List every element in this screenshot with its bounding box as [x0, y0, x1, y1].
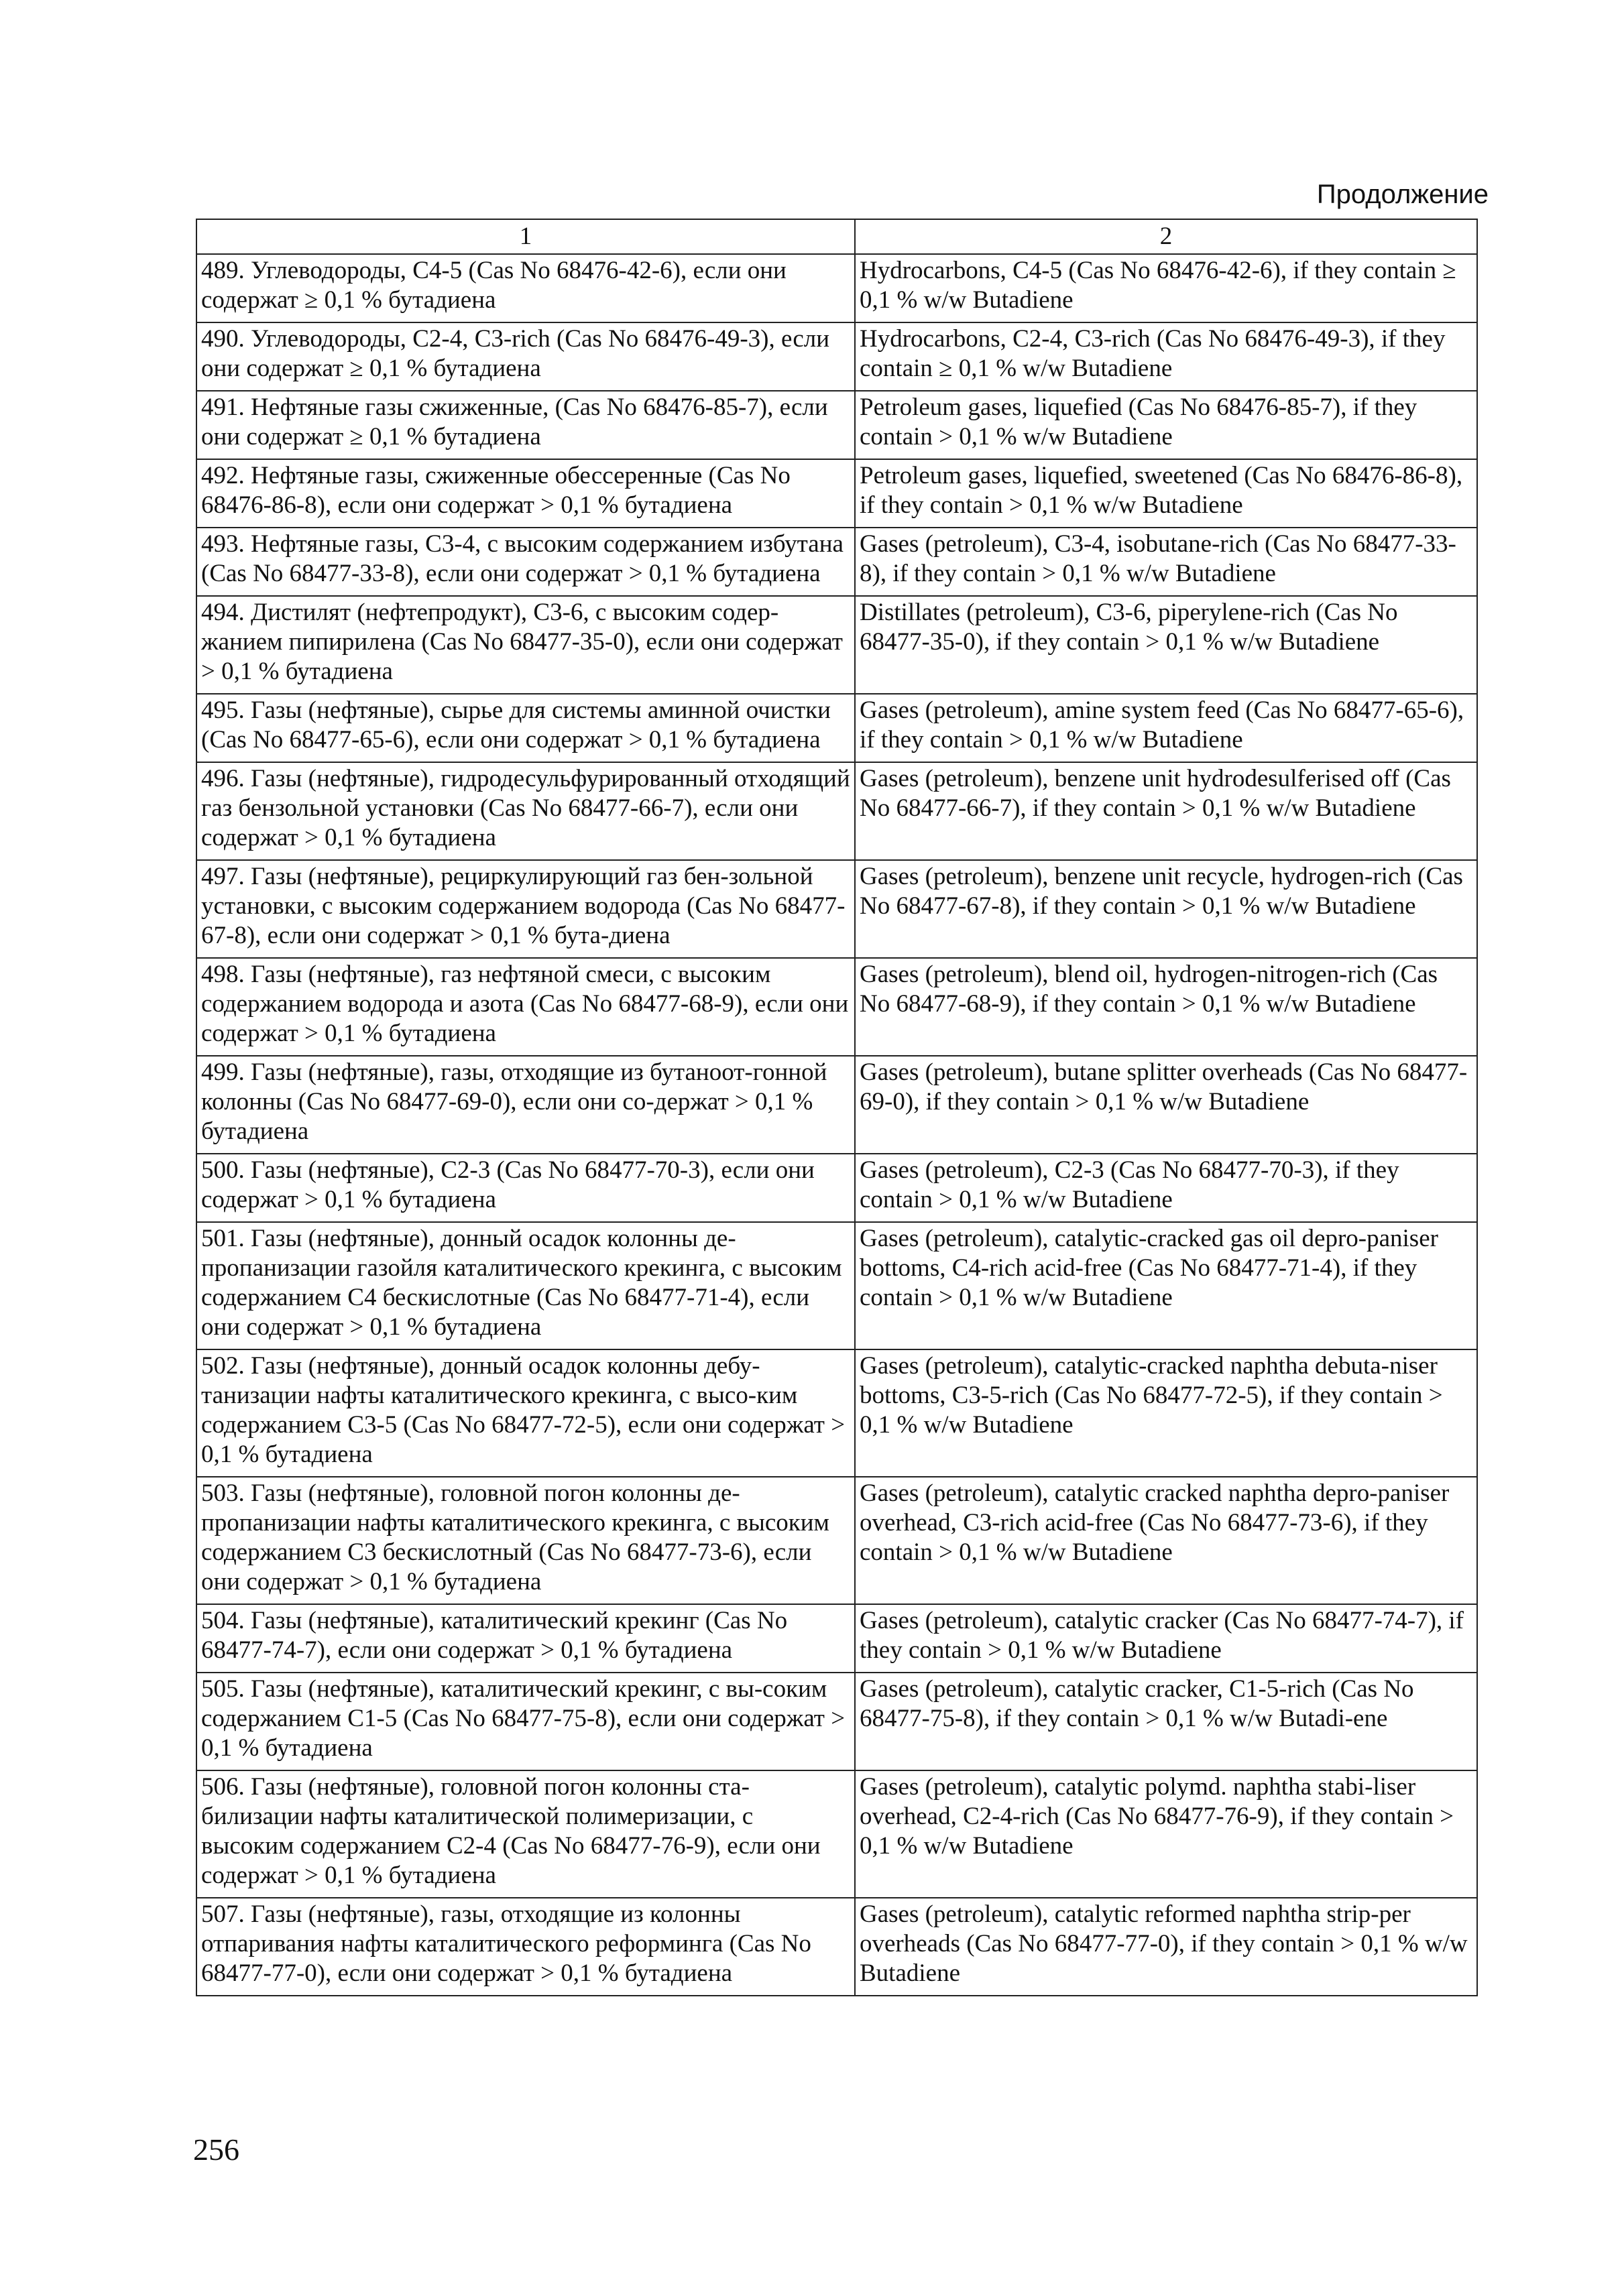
- cell-english: Gases (petroleum), benzene unit hydrodesulferised off (Cas No 68477-66-7), if they contain > 0,1 % w/w Butadiene: [855, 762, 1477, 860]
- cell-russian: 495. Газы (нефтяные), сырье для системы аминной очистки (Cas No 68477-65-6), если они содержат > 0,1 % бутадиена: [196, 694, 855, 762]
- cell-russian: 506. Газы (нефтяные), головной погон колонны ста-билизации нафты каталитической полимеризации, с высоким содержанием C2-4 (Cas No 68477-76-9), если они содержат > 0,1 % бутадиена: [196, 1770, 855, 1898]
- cell-english: Gases (petroleum), catalytic reformed naphtha strip-per overheads (Cas No 68477-77-0), if they contain > 0,1 % w/w Butadiene: [855, 1898, 1477, 1996]
- column-header-2: 2: [855, 219, 1477, 254]
- cell-english: Hydrocarbons, C4-5 (Cas No 68476-42-6), if they contain ≥ 0,1 % w/w Butadiene: [855, 254, 1477, 322]
- table-row: [196, 459, 1477, 528]
- table-row: [196, 958, 1477, 1056]
- cell-english: Gases (petroleum), catalytic cracked naphtha depro-paniser overhead, C3-rich acid-free (Cas No 68477-73-6), if they contain > 0,1 % w/w Butadiene: [855, 1477, 1477, 1604]
- table-row: [196, 1349, 1477, 1477]
- cell-russian: 501. Газы (нефтяные), донный осадок колонны де-пропанизации газойля каталитического крекинга, с высоким содержанием C4 бескислотные (Cas No 68477-71-4), если они содержат > 0,1 % бутадиена: [196, 1222, 855, 1349]
- table-row: [196, 1477, 1477, 1604]
- cell-russian: 505. Газы (нефтяные), каталитический крекинг, с вы-соким содержанием C1-5 (Cas No 68477-75-8), если они содержат > 0,1 % бутадиена: [196, 1673, 855, 1770]
- cell-english: Gases (petroleum), C3-4, isobutane-rich (Cas No 68477-33-8), if they contain > 0,1 % w/w Butadiene: [855, 528, 1477, 596]
- page-number: 256: [193, 2132, 239, 2167]
- table-row: [196, 860, 1477, 958]
- cell-russian: 507. Газы (нефтяные), газы, отходящие из колонны отпаривания нафты каталитического реформинга (Cas No 68477-77-0), если они содержат > 0,1 % бутадиена: [196, 1898, 855, 1996]
- cell-english: Gases (petroleum), butane splitter overheads (Cas No 68477-69-0), if they contain > 0,1 % w/w Butadiene: [855, 1056, 1477, 1154]
- cell-russian: 490. Углеводороды, C2-4, C3-rich (Cas No 68476-49-3), если они содержат ≥ 0,1 % бутадиена: [196, 322, 855, 391]
- table-row: [196, 1770, 1477, 1898]
- table-header-row: [196, 219, 1477, 254]
- cell-russian: 491. Нефтяные газы сжиженные, (Cas No 68476-85-7), если они содержат ≥ 0,1 % бутадиена: [196, 391, 855, 459]
- cell-russian: 503. Газы (нефтяные), головной погон колонны де-пропанизации нафты каталитического крекинга, с высоким содержанием C3 бескислотный (Cas No 68477-73-6), если они содержат > 0,1 % бутадиена: [196, 1477, 855, 1604]
- table-row: [196, 762, 1477, 860]
- table-row: [196, 254, 1477, 322]
- cell-english: Gases (petroleum), C2-3 (Cas No 68477-70-3), if they contain > 0,1 % w/w Butadiene: [855, 1154, 1477, 1222]
- table-row: [196, 1898, 1477, 1996]
- cell-english: Gases (petroleum), catalytic-cracked gas oil depro-paniser bottoms, C4-rich acid-free (Cas No 68477-71-4), if they contain > 0,1 % w/w Butadiene: [855, 1222, 1477, 1349]
- continuation-label: Продолжение: [1316, 180, 1489, 209]
- cell-english: Gases (petroleum), catalytic cracker (Cas No 68477-74-7), if they contain > 0,1 % w/w Butadiene: [855, 1604, 1477, 1673]
- cell-english: Gases (petroleum), catalytic-cracked naphtha debuta-niser bottoms, C3-5-rich (Cas No 68477-72-5), if they contain > 0,1 % w/w Butadiene: [855, 1349, 1477, 1477]
- cell-english: Petroleum gases, liquefied, sweetened (Cas No 68476-86-8), if they contain > 0,1 % w/w Butadiene: [855, 459, 1477, 528]
- column-header-1: 1: [196, 219, 855, 254]
- table-row: [196, 528, 1477, 596]
- table-row: [196, 596, 1477, 694]
- cell-russian: 497. Газы (нефтяные), рециркулирующий газ бен-зольной установки, с высоким содержанием водорода (Cas No 68477-67-8), если они содержат > 0,1 % бута-диена: [196, 860, 855, 958]
- cell-russian: 504. Газы (нефтяные), каталитический крекинг (Cas No 68477-74-7), если они содержат > 0,1 % бутадиена: [196, 1604, 855, 1673]
- cell-english: Hydrocarbons, C2-4, C3-rich (Cas No 68476-49-3), if they contain ≥ 0,1 % w/w Butadiene: [855, 322, 1477, 391]
- table-row: [196, 694, 1477, 762]
- cell-russian: 500. Газы (нефтяные), C2-3 (Cas No 68477-70-3), если они содержат > 0,1 % бутадиена: [196, 1154, 855, 1222]
- cell-russian: 489. Углеводороды, C4-5 (Cas No 68476-42-6), если они содержат ≥ 0,1 % бутадиена: [196, 254, 855, 322]
- cell-russian: 493. Нефтяные газы, C3-4, с высоким содержанием избутана (Cas No 68477-33-8), если они содержат > 0,1 % бутадиена: [196, 528, 855, 596]
- cell-russian: 498. Газы (нефтяные), газ нефтяной смеси, с высоким содержанием водорода и азота (Cas No 68477-68-9), если они содержат > 0,1 % бутадиена: [196, 958, 855, 1056]
- cell-english: Distillates (petroleum), C3-6, piperylene-rich (Cas No 68477-35-0), if they contain > 0,1 % w/w Butadiene: [855, 596, 1477, 694]
- cell-english: Gases (petroleum), amine system feed (Cas No 68477-65-6), if they contain > 0,1 % w/w Butadiene: [855, 694, 1477, 762]
- cell-russian: 499. Газы (нефтяные), газы, отходящие из бутаноот-гонной колонны (Cas No 68477-69-0), если они со-держат > 0,1 % бутадиена: [196, 1056, 855, 1154]
- table-row: [196, 1222, 1477, 1349]
- table-row: [196, 391, 1477, 459]
- cell-english: Petroleum gases, liquefied (Cas No 68476-85-7), if they contain > 0,1 % w/w Butadiene: [855, 391, 1477, 459]
- table-row: [196, 322, 1477, 391]
- cell-english: Gases (petroleum), catalytic cracker, C1-5-rich (Cas No 68477-75-8), if they contain > 0,1 % w/w Butadi-ene: [855, 1673, 1477, 1770]
- cell-english: Gases (petroleum), blend oil, hydrogen-nitrogen-rich (Cas No 68477-68-9), if they contain > 0,1 % w/w Butadiene: [855, 958, 1477, 1056]
- table-row: [196, 1154, 1477, 1222]
- substance-table: [196, 219, 1478, 1996]
- table-row: [196, 1056, 1477, 1154]
- table-row: [196, 1673, 1477, 1770]
- cell-russian: 492. Нефтяные газы, сжиженные обессеренные (Cas No 68476-86-8), если они содержат > 0,1 % бутадиена: [196, 459, 855, 528]
- cell-russian: 502. Газы (нефтяные), донный осадок колонны дебу-танизации нафты каталитического крекинга, с высо-ким содержанием C3-5 (Cas No 68477-72-5), если они содержат > 0,1 % бутадиена: [196, 1349, 855, 1477]
- table-row: [196, 1604, 1477, 1673]
- cell-english: Gases (petroleum), benzene unit recycle, hydrogen-rich (Cas No 68477-67-8), if they contain > 0,1 % w/w Butadiene: [855, 860, 1477, 958]
- cell-english: Gases (petroleum), catalytic polymd. naphtha stabi-liser overhead, C2-4-rich (Cas No 68477-76-9), if they contain > 0,1 % w/w Butadiene: [855, 1770, 1477, 1898]
- cell-russian: 496. Газы (нефтяные), гидродесульфурированный отходящий газ бензольной установки (Cas No 68477-66-7), если они содержат > 0,1 % бутадиена: [196, 762, 855, 860]
- cell-russian: 494. Дистилят (нефтепродукт), C3-6, с высоким содер-жанием пипирилена (Cas No 68477-35-0), если они содержат > 0,1 % бутадиена: [196, 596, 855, 694]
